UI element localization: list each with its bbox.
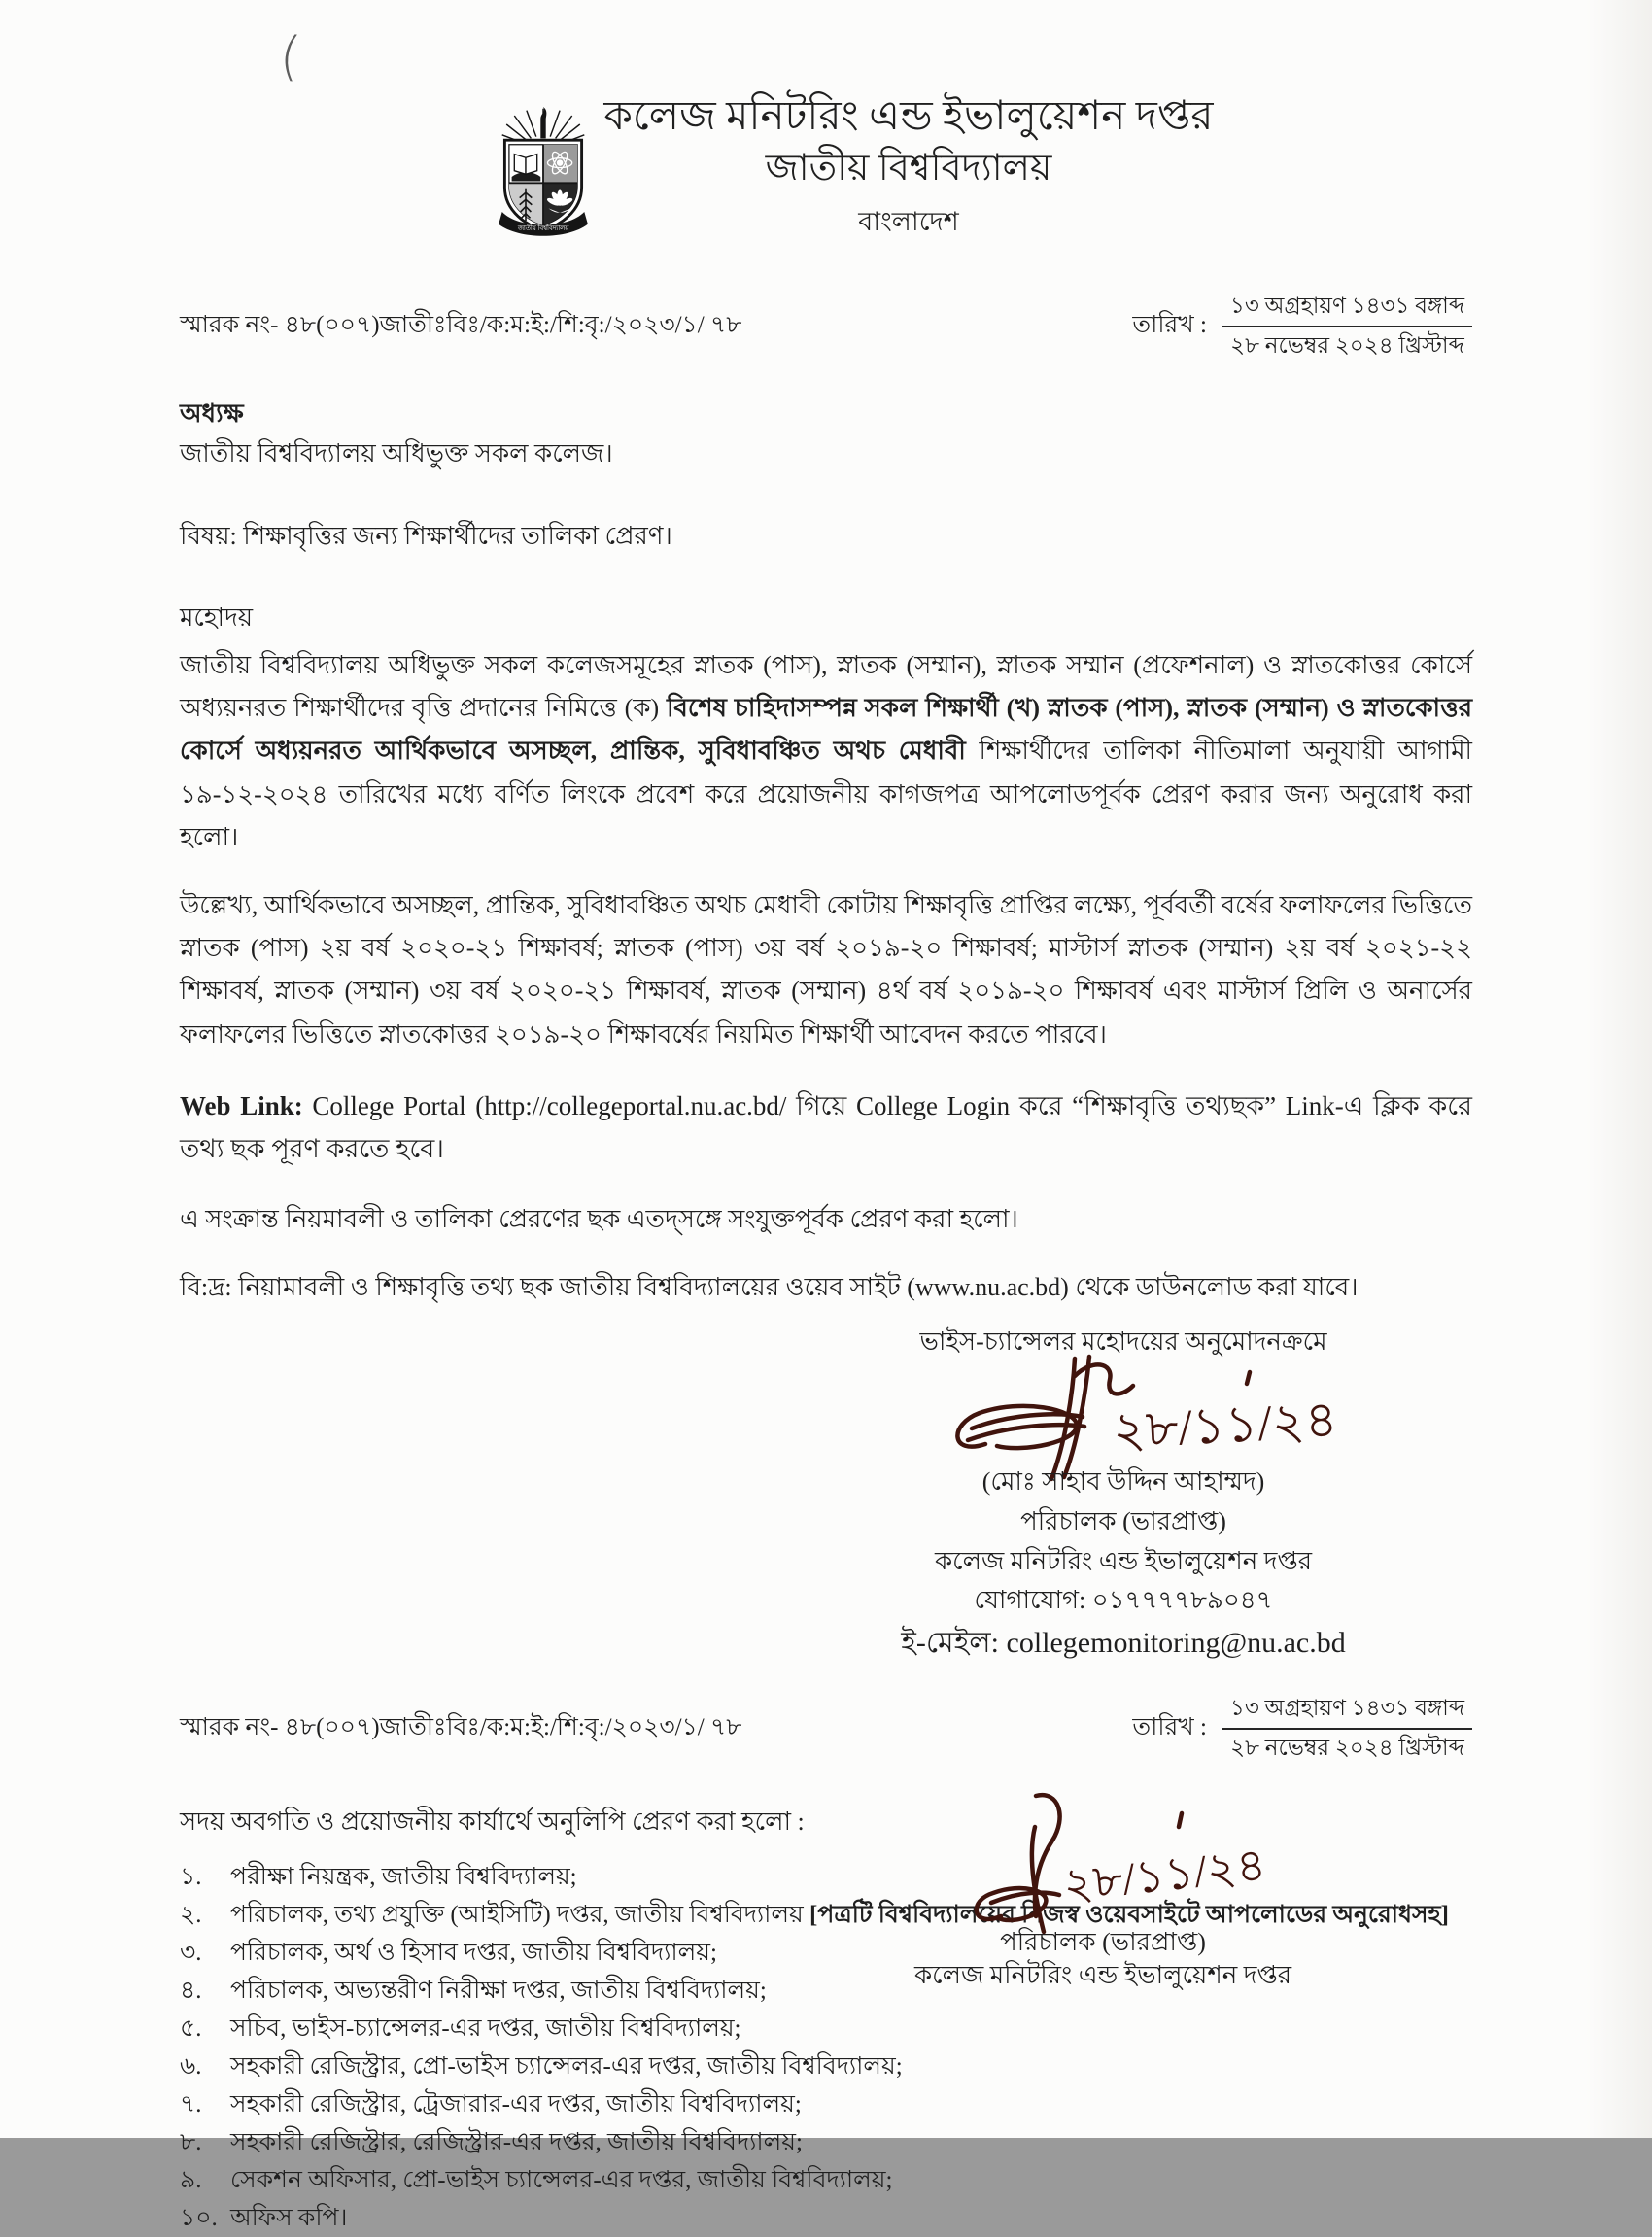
- date-gregorian-2: ২৮ নভেম্বর ২০২৪ খ্রিস্টাব্দ: [1230, 1735, 1464, 1760]
- recipient-line: জাতীয় বিশ্ববিদ্যালয় অধিভুক্ত সকল কলেজ।: [180, 438, 613, 467]
- cc-item: [180, 2085, 1472, 2123]
- memo-number-2: স্মারক নং- ৪৮(০০৭)জাতীঃবিঃ/ক:ম:ই:/শি:বৃ:/২০২৩/১/ ৭৮: [180, 1714, 742, 1741]
- weblink-label: Web Link:: [180, 1090, 303, 1120]
- memo-number: স্মারক নং- ৪৮(০০৭)জাতীঃবিঃ/ক:ম:ই:/শি:বৃ:/২০২৩/১/ ৭৮: [180, 312, 742, 339]
- cc-item-number: ৬.: [180, 2052, 202, 2080]
- cc-item-number: ২.: [180, 1901, 202, 1928]
- letterhead-university: জাতীয় বিশ্ববিদ্যালয়: [765, 148, 1052, 189]
- letterhead: [0, 0, 1652, 246]
- salutation: মহোদয়: [180, 603, 254, 633]
- cc-item: [180, 2161, 1472, 2199]
- national-university-seal-logo: [491, 97, 596, 239]
- signatory-role: পরিচালক (ভারপ্রাপ্ত): [1020, 1506, 1226, 1535]
- cc-item-number: ৪.: [180, 1977, 202, 2004]
- letterhead-country: বাংলাদেশ: [858, 206, 959, 236]
- cc-item-text: সেকশন অফিসার, প্রো-ভাইস চ্যান্সেলর-এর দপ্তর, জাতীয় বিশ্ববিদ্যালয়;: [230, 2166, 893, 2193]
- cc-item-text: পরীক্ষা নিয়ন্ত্রক, জাতীয় বিশ্ববিদ্যালয়;: [230, 1863, 577, 1890]
- cc-item: [180, 2123, 1472, 2161]
- signature-block-2: [841, 1788, 1365, 1992]
- open-book-icon: [514, 155, 526, 175]
- body-paragraph-1: [180, 644, 1472, 859]
- approval-line: ভাইস-চ্যান্সেলর মহোদয়ের অনুমোদনক্রমে: [919, 1327, 1327, 1357]
- weblink-text: College Portal (http://collegeportal.nu.ac.bd/ গিয়ে College Login করে “শিক্ষাবৃত্তি তথ্যছক” Link-এ ক্লিক করে তথ্য ছক পূরণ করতে হবে।: [180, 1090, 1472, 1163]
- para1-normal-2: শিক্ষার্থীদের তালিকা নীতিমালা অনুযায়ী আগামী ১৯-১২-২০২৪ তারিখের মধ্যে বর্ণিত লিংকে প্রবেশ করে প্রয়োজনীয় কাগজপত্র আপলোডপূর্বক প্রেরণ করার জন্য অনুরোধ করা হলো।: [180, 737, 1472, 851]
- signature-block-1: [788, 1325, 1459, 1662]
- cc-item-number: ৮.: [180, 2128, 202, 2155]
- cc-item-text: পরিচালক, তথ্য প্রযুক্তি (আইসিটি) দপ্তর, জাতীয় বিশ্ববিদ্যালয়: [230, 1901, 810, 1928]
- cc-item-text: সহকারী রেজিস্ট্রার, ট্রেজারার-এর দপ্তর, জাতীয় বিশ্ববিদ্যালয়;: [230, 2090, 802, 2117]
- cc-item-text: সহকারী রেজিস্ট্রার, রেজিস্ট্রার-এর দপ্তর, জাতীয় বিশ্ববিদ্যালয়;: [230, 2128, 803, 2155]
- body-paragraph-2: উল্লেখ্য, আর্থিকভাবে অসচ্ছল, প্রান্তিক, সুবিধাবঞ্চিত অথচ মেধাবী কোটায় শিক্ষাবৃত্তি প্রাপ্তির লক্ষ্যে, পূর্ববর্তী বর্ষের ফলাফলের ভিত্তিতে স্নাতক (পাস) ২য় বর্ষ ২০২০-২১ শিক্ষাবর্ষ; স্নাতক (পাস) ৩য় বর্ষ ২০১৯-২০ শিক্ষাবর্ষ; মাস্টার্স স্নাতক (সম্মান) ২য় বর্ষ ২০২১-২২ শিক্ষাবর্ষ, স্নাতক (সম্মান) ৩য় বর্ষ ২০২০-২১ শিক্ষাবর্ষ, স্নাতক (সম্মান) ৪র্থ বর্ষ ২০১৯-২০ শিক্ষাবর্ষ এবং মাস্টার্স প্রিলি ও অনার্সের ফলাফলের ভিত্তিতে স্নাতকোত্তর ২০১৯-২০ শিক্ষাবর্ষের নিয়মিত শিক্ষার্থী আবেদন করতে পারবে।: [180, 891, 1472, 1049]
- date-label: তারিখ :: [1132, 312, 1207, 339]
- nb-note: বি:দ্র: নিয়ামাবলী ও শিক্ষাবৃত্তি তথ্য ছক জাতীয় বিশ্ববিদ্যালয়ের ওয়েব সাইট (www.nu.ac.bd) থেকে ডাউনলোড করা যাবে।: [180, 1273, 1359, 1302]
- cc-item-text: সহকারী রেজিস্ট্রার, প্রো-ভাইস চ্যান্সেলর-এর দপ্তর, জাতীয় বিশ্ববিদ্যালয়;: [230, 2052, 903, 2080]
- date-bangla: ১৩ অগ্রহায়ণ ১৪৩১ বঙ্গাব্দ: [1222, 293, 1472, 327]
- cc-intro-line: সদয় অবগতি ও প্রয়োজনীয় কার্যার্থে অনুলিপি প্রেরণ করা হলো :: [180, 1807, 805, 1836]
- scan-artifact-mark: (: [276, 24, 304, 87]
- weblink-paragraph: [180, 1085, 1472, 1170]
- cc-item-number: ৯.: [180, 2166, 202, 2193]
- cc-item: [180, 2048, 1472, 2085]
- date-label-2: তারিখ :: [1132, 1714, 1207, 1741]
- signatory-name: (মোঃ সাহাব উদ্দিন আহাম্মদ): [981, 1467, 1265, 1497]
- cc-item-bold-note: [পত্রটি বিশ্ববিদ্যালয়ের নিজস্ব ওয়েবসাইটে আপলোডের অনুরোধসহ]: [809, 1901, 1449, 1928]
- cc-item-text: অফিস কপি।: [230, 2204, 348, 2231]
- cc-item-text: পরিচালক, অভ্যন্তরীণ নিরীক্ষা দপ্তর, জাতীয় বিশ্ববিদ্যালয়;: [230, 1977, 767, 2004]
- date-bangla-2: ১৩ অগ্রহায়ণ ১৪৩১ বঙ্গাব্দ: [1222, 1695, 1472, 1730]
- attachment-note: এ সংক্রান্ত নিয়মাবলী ও তালিকা প্রেরণের ছক এতদ্‌সঙ্গে সংযুক্তপূর্বক প্রেরণ করা হলো।: [180, 1205, 1018, 1234]
- para1-bold: বিশেষ চাহিদাসম্পন্ন সকল শিক্ষার্থী (খ) স্নাতক (পাস), স্নাতক (সম্মান) ও স্নাতকোত্তর কোর্সে অধ্যয়নরত আর্থিকভাবে অসচ্ছল, প্রান্তিক, সুবিধাবঞ্চিত অথচ মেধাবী: [180, 694, 1472, 766]
- handwritten-signature-1: [929, 1355, 1339, 1483]
- cc-item: [180, 2199, 1472, 2237]
- memo-row-2: [180, 1695, 1472, 1763]
- handwritten-signature-2: [943, 1788, 1269, 1942]
- recipient-title: অধ্যক্ষ: [180, 399, 244, 429]
- para1-normal-1: জাতীয় বিশ্ববিদ্যালয় অধিভুক্ত সকল কলেজসমূহের স্নাতক (পাস), স্নাতক (সম্মান), স্নাতক সম্মান (প্রফেশনাল) ও স্নাতকোত্তর কোর্সে অধ্যয়নরত শিক্ষার্থীদের বৃত্তি প্রদানের নিমিত্তে (ক): [180, 651, 1472, 723]
- signature-1-date: ২৮/১১/২৪: [1111, 1392, 1339, 1461]
- subject-line: বিষয়: শিক্ষাবৃত্তির জন্য শিক্ষার্থীদের তালিকা প্রেরণ।: [180, 522, 672, 551]
- cc-item-number: ৭.: [180, 2090, 202, 2117]
- signatory-office: কলেজ মনিটরিং এন্ড ইভালুয়েশন দপ্তর: [934, 1546, 1313, 1575]
- cc-item-text: পরিচালক, অর্থ ও হিসাব দপ্তর, জাতীয় বিশ্ববিদ্যালয়;: [230, 1939, 717, 1966]
- date-block: [1132, 293, 1472, 361]
- seal-banner-text: জাতীয় বিশ্ববিদ্যালয়: [517, 224, 569, 232]
- cc-item-text: সচিব, ভাইস-চ্যান্সেলর-এর দপ্তর, জাতীয় বিশ্ববিদ্যালয়;: [230, 2014, 741, 2042]
- cc-item: [180, 2010, 1472, 2048]
- letterhead-department: কলেজ মনিটরিং এন্ড ইভালুয়েশন দপ্তর: [603, 94, 1214, 139]
- date-gregorian: ২৮ নভেম্বর ২০২৪ খ্রিস্টাব্দ: [1230, 332, 1464, 358]
- cc-item-number: ১.: [180, 1863, 202, 1890]
- signatory-2-office: কলেজ মনিটরিং এন্ড ইভালুয়েশন দপ্তর: [913, 1960, 1292, 1989]
- memo-row-1: [180, 293, 1472, 361]
- cc-item-number: ৩.: [180, 1939, 202, 1966]
- cc-item-number: ৫.: [180, 2014, 202, 2042]
- signature-2-date: ২৮/১১/২৪: [1060, 1840, 1269, 1911]
- cc-item-number: ১০.: [180, 2204, 218, 2231]
- date-block-2: [1132, 1695, 1472, 1763]
- signatory-2-role: পরিচালক (ভারপ্রাপ্ত): [1000, 1928, 1206, 1956]
- recipient-block: [180, 395, 1472, 473]
- signatory-email: ই-মেইল: collegemonitoring@nu.ac.bd: [901, 1627, 1346, 1660]
- signatory-contact: যোগাযোগ: ০১৭৭৭৭৮৯০৪৭: [974, 1586, 1273, 1615]
